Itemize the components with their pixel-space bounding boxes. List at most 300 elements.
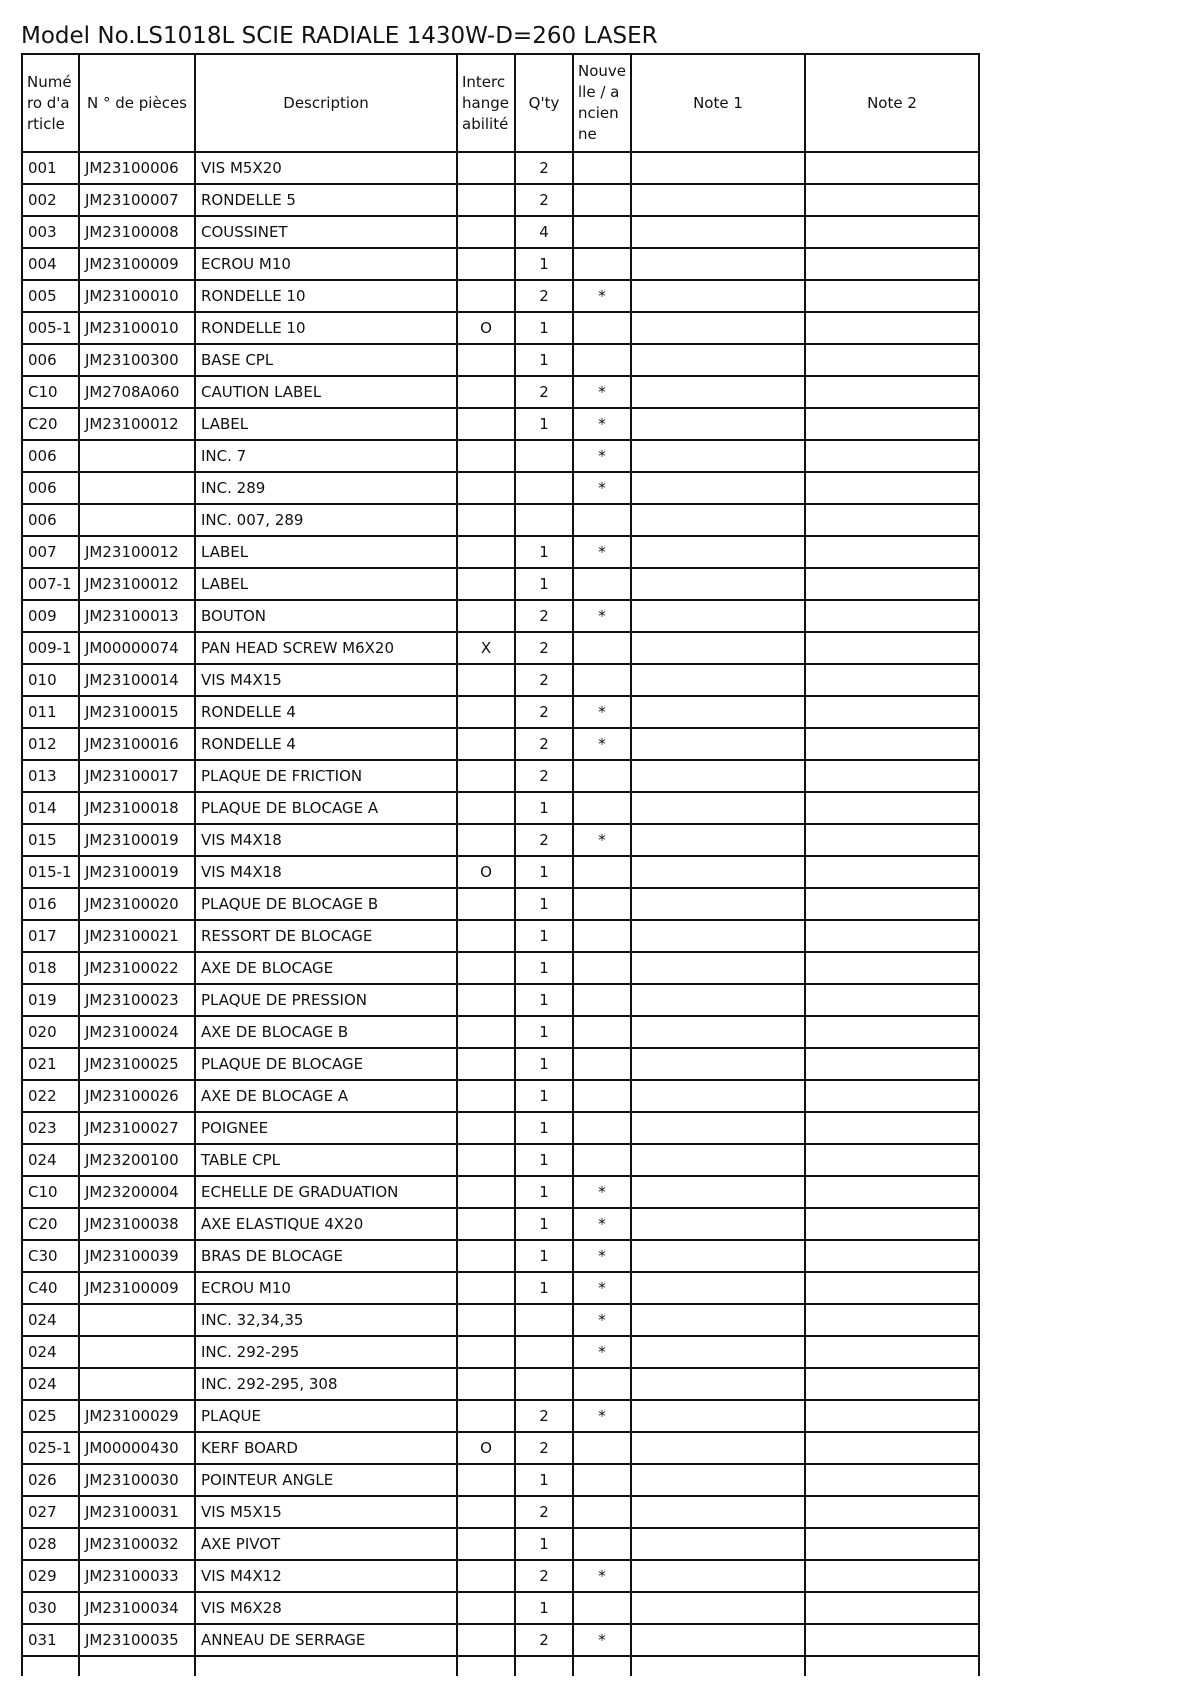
cell-description: CAUTION LABEL — [195, 376, 457, 408]
cell-interchange — [457, 984, 515, 1016]
cell-description: INC. 7 — [195, 440, 457, 472]
cell-note2 — [805, 1432, 979, 1464]
cell-note1 — [631, 1528, 805, 1560]
cell-description: LABEL — [195, 536, 457, 568]
cell-item-no: 006 — [22, 472, 79, 504]
cell-description: PLAQUE DE BLOCAGE A — [195, 792, 457, 824]
cell-note2 — [805, 696, 979, 728]
cell-interchange — [457, 1048, 515, 1080]
cell-qty: 1 — [515, 1016, 573, 1048]
cell-description: INC. 007, 289 — [195, 504, 457, 536]
cell-part-no: JM23100018 — [79, 792, 195, 824]
parts-table-body — [22, 152, 979, 1676]
cell-description: INC. 289 — [195, 472, 457, 504]
table-row — [22, 1400, 979, 1432]
cell-interchange — [457, 1208, 515, 1240]
cell-part-no — [79, 440, 195, 472]
cell-description: PLAQUE DE PRESSION — [195, 984, 457, 1016]
cell-part-no: JM23100033 — [79, 1560, 195, 1592]
cell-note2 — [805, 1080, 979, 1112]
cell-new-old: * — [573, 408, 631, 440]
cell-interchange — [457, 920, 515, 952]
cell-qty: 1 — [515, 1144, 573, 1176]
cell-note2 — [805, 888, 979, 920]
cell-new-old — [573, 504, 631, 536]
table-row — [22, 536, 979, 568]
cell-note2 — [805, 1112, 979, 1144]
table-row — [22, 1368, 979, 1400]
cell-new-old — [573, 568, 631, 600]
cell-interchange: X — [457, 632, 515, 664]
cell-interchange — [457, 1368, 515, 1400]
cell-item-no: 007 — [22, 536, 79, 568]
cell-part-no: JM23100038 — [79, 1208, 195, 1240]
table-row — [22, 696, 979, 728]
cell-item-no: C10 — [22, 1176, 79, 1208]
cell-note1 — [631, 1464, 805, 1496]
cell-note1 — [631, 504, 805, 536]
cell-description: RESSORT DE BLOCAGE — [195, 920, 457, 952]
cell-new-old — [573, 344, 631, 376]
parts-table — [21, 53, 980, 1676]
cell-new-old — [573, 216, 631, 248]
cell-new-old: * — [573, 1560, 631, 1592]
cell-part-no: JM23100012 — [79, 408, 195, 440]
cell-interchange — [457, 824, 515, 856]
cell-note1 — [631, 1016, 805, 1048]
cell-item-no: 025 — [22, 1400, 79, 1432]
cell-qty: 1 — [515, 536, 573, 568]
cell-item-no: 024 — [22, 1336, 79, 1368]
cell-description: ANNEAU DE SERRAGE — [195, 1624, 457, 1656]
cell-description: INC. 292-295 — [195, 1336, 457, 1368]
cell-part-no: JM23100027 — [79, 1112, 195, 1144]
cell-note2 — [805, 408, 979, 440]
cell-note1 — [631, 280, 805, 312]
cell-qty: 2 — [515, 632, 573, 664]
cell-part-no: JM23100039 — [79, 1240, 195, 1272]
cell-interchange — [457, 1336, 515, 1368]
cell-item-no: 024 — [22, 1144, 79, 1176]
cell-part-no: JM23100021 — [79, 920, 195, 952]
cell-qty: 2 — [515, 376, 573, 408]
empty-cell — [195, 1656, 457, 1676]
cell-qty: 2 — [515, 1432, 573, 1464]
cell-qty: 4 — [515, 216, 573, 248]
table-row — [22, 1176, 979, 1208]
cell-new-old — [573, 1496, 631, 1528]
cell-qty: 1 — [515, 1080, 573, 1112]
cell-part-no — [79, 1304, 195, 1336]
cell-item-no: 022 — [22, 1080, 79, 1112]
cell-description: RONDELLE 4 — [195, 696, 457, 728]
cell-new-old — [573, 184, 631, 216]
cell-interchange — [457, 248, 515, 280]
cell-part-no: JM23100006 — [79, 152, 195, 184]
table-row — [22, 216, 979, 248]
cell-interchange — [457, 952, 515, 984]
cell-interchange — [457, 1240, 515, 1272]
cell-interchange — [457, 344, 515, 376]
cell-qty: 1 — [515, 792, 573, 824]
cell-part-no: JM23100013 — [79, 600, 195, 632]
cell-note2 — [805, 1400, 979, 1432]
cell-qty — [515, 1304, 573, 1336]
cell-note1 — [631, 344, 805, 376]
table-row — [22, 952, 979, 984]
cell-item-no: 030 — [22, 1592, 79, 1624]
cell-part-no: JM23100007 — [79, 184, 195, 216]
cell-note2 — [805, 1624, 979, 1656]
cell-description: ECROU M10 — [195, 1272, 457, 1304]
table-row — [22, 1496, 979, 1528]
cell-interchange — [457, 1560, 515, 1592]
cell-item-no: 026 — [22, 1464, 79, 1496]
cell-note2 — [805, 536, 979, 568]
cell-note1 — [631, 1368, 805, 1400]
cell-note1 — [631, 1304, 805, 1336]
cell-part-no — [79, 472, 195, 504]
cell-interchange — [457, 1624, 515, 1656]
cell-note2 — [805, 856, 979, 888]
cell-new-old: * — [573, 1304, 631, 1336]
cell-qty: 2 — [515, 760, 573, 792]
cell-new-old: * — [573, 376, 631, 408]
cell-description: BOUTON — [195, 600, 457, 632]
cell-new-old: * — [573, 1272, 631, 1304]
cell-item-no: 004 — [22, 248, 79, 280]
table-row — [22, 600, 979, 632]
cell-qty: 2 — [515, 728, 573, 760]
cell-note2 — [805, 1272, 979, 1304]
cell-interchange — [457, 696, 515, 728]
cell-item-no: 015-1 — [22, 856, 79, 888]
cell-description: ECROU M10 — [195, 248, 457, 280]
cell-interchange: O — [457, 1432, 515, 1464]
cell-item-no: 013 — [22, 760, 79, 792]
empty-cell — [515, 1656, 573, 1676]
cell-description: PLAQUE DE BLOCAGE B — [195, 888, 457, 920]
cell-item-no: 009-1 — [22, 632, 79, 664]
header-part-no: N ° de pièces — [79, 54, 195, 152]
cell-qty: 1 — [515, 568, 573, 600]
cell-new-old: * — [573, 1176, 631, 1208]
cell-part-no: JM23100020 — [79, 888, 195, 920]
table-row — [22, 1464, 979, 1496]
cell-note2 — [805, 1048, 979, 1080]
cell-note2 — [805, 1528, 979, 1560]
cell-description: BASE CPL — [195, 344, 457, 376]
cell-item-no: 023 — [22, 1112, 79, 1144]
cell-note1 — [631, 824, 805, 856]
empty-cell — [79, 1656, 195, 1676]
cell-part-no: JM23100025 — [79, 1048, 195, 1080]
cell-new-old — [573, 1048, 631, 1080]
cell-item-no: 024 — [22, 1368, 79, 1400]
cell-part-no: JM23100012 — [79, 568, 195, 600]
cell-description: KERF BOARD — [195, 1432, 457, 1464]
cell-interchange — [457, 1400, 515, 1432]
cell-interchange — [457, 1304, 515, 1336]
cell-note2 — [805, 920, 979, 952]
table-row — [22, 1304, 979, 1336]
cell-note2 — [805, 952, 979, 984]
table-row — [22, 888, 979, 920]
cell-interchange — [457, 152, 515, 184]
table-row — [22, 344, 979, 376]
cell-item-no: 029 — [22, 1560, 79, 1592]
cell-note2 — [805, 1016, 979, 1048]
cell-note1 — [631, 856, 805, 888]
cell-interchange — [457, 664, 515, 696]
cell-item-no: 027 — [22, 1496, 79, 1528]
cell-note2 — [805, 632, 979, 664]
cell-interchange — [457, 408, 515, 440]
cell-interchange: O — [457, 312, 515, 344]
cell-part-no: JM23100300 — [79, 344, 195, 376]
cell-description: PAN HEAD SCREW M6X20 — [195, 632, 457, 664]
cell-new-old — [573, 248, 631, 280]
cell-note1 — [631, 408, 805, 440]
cell-description: VIS M4X15 — [195, 664, 457, 696]
cell-note2 — [805, 504, 979, 536]
cell-note2 — [805, 248, 979, 280]
cell-description: POIGNEE — [195, 1112, 457, 1144]
cell-note2 — [805, 1592, 979, 1624]
header-interchangeability: Interchangeabilité — [457, 54, 515, 152]
cell-description: VIS M6X28 — [195, 1592, 457, 1624]
cell-description: TABLE CPL — [195, 1144, 457, 1176]
cell-item-no: 015 — [22, 824, 79, 856]
header-new-old: Nouvelle / ancienne — [573, 54, 631, 152]
cell-note1 — [631, 152, 805, 184]
cell-note1 — [631, 184, 805, 216]
cell-part-no: JM23100035 — [79, 1624, 195, 1656]
cell-interchange — [457, 792, 515, 824]
cell-new-old — [573, 984, 631, 1016]
cell-part-no: JM00000074 — [79, 632, 195, 664]
table-row — [22, 152, 979, 184]
cell-new-old — [573, 856, 631, 888]
cell-new-old — [573, 312, 631, 344]
cell-description: VIS M5X15 — [195, 1496, 457, 1528]
cell-note1 — [631, 952, 805, 984]
cell-new-old: * — [573, 1336, 631, 1368]
table-row — [22, 1272, 979, 1304]
cell-item-no: 021 — [22, 1048, 79, 1080]
cell-new-old — [573, 1112, 631, 1144]
cell-note1 — [631, 664, 805, 696]
cell-description: COUSSINET — [195, 216, 457, 248]
cell-note1 — [631, 1400, 805, 1432]
cell-note2 — [805, 1464, 979, 1496]
cell-item-no: 007-1 — [22, 568, 79, 600]
cell-new-old — [573, 1592, 631, 1624]
cell-item-no: 016 — [22, 888, 79, 920]
cell-description: LABEL — [195, 408, 457, 440]
table-row — [22, 824, 979, 856]
cell-qty: 1 — [515, 1592, 573, 1624]
cell-qty: 1 — [515, 920, 573, 952]
table-row — [22, 1336, 979, 1368]
cell-note2 — [805, 280, 979, 312]
empty-cell — [573, 1656, 631, 1676]
table-row — [22, 792, 979, 824]
cell-note2 — [805, 1144, 979, 1176]
cell-interchange — [457, 1080, 515, 1112]
cell-qty: 2 — [515, 696, 573, 728]
cell-description: AXE DE BLOCAGE — [195, 952, 457, 984]
table-row — [22, 504, 979, 536]
cell-part-no: JM23100032 — [79, 1528, 195, 1560]
cell-note1 — [631, 888, 805, 920]
cell-qty: 1 — [515, 1464, 573, 1496]
cell-part-no: JM23200004 — [79, 1176, 195, 1208]
cell-note2 — [805, 312, 979, 344]
cell-qty: 2 — [515, 600, 573, 632]
cell-qty: 2 — [515, 184, 573, 216]
cell-item-no: C30 — [22, 1240, 79, 1272]
cell-new-old: * — [573, 1208, 631, 1240]
cell-part-no: JM2708A060 — [79, 376, 195, 408]
cell-item-no: C10 — [22, 376, 79, 408]
cell-note2 — [805, 184, 979, 216]
cell-note1 — [631, 216, 805, 248]
cell-note2 — [805, 1336, 979, 1368]
cell-note1 — [631, 472, 805, 504]
cell-qty: 1 — [515, 344, 573, 376]
cell-interchange — [457, 280, 515, 312]
cell-part-no: JM23100030 — [79, 1464, 195, 1496]
cell-note1 — [631, 1432, 805, 1464]
cell-part-no: JM23100008 — [79, 216, 195, 248]
cell-part-no: JM23100022 — [79, 952, 195, 984]
cell-part-no: JM23100010 — [79, 280, 195, 312]
cell-qty: 1 — [515, 248, 573, 280]
cell-note1 — [631, 1624, 805, 1656]
cell-interchange — [457, 1016, 515, 1048]
cell-new-old: * — [573, 1240, 631, 1272]
cell-description: VIS M5X20 — [195, 152, 457, 184]
cell-interchange — [457, 760, 515, 792]
cell-description: POINTEUR ANGLE — [195, 1464, 457, 1496]
cell-part-no — [79, 504, 195, 536]
cell-note1 — [631, 728, 805, 760]
cell-item-no: C40 — [22, 1272, 79, 1304]
cell-qty: 2 — [515, 824, 573, 856]
cell-item-no: 009 — [22, 600, 79, 632]
cell-new-old: * — [573, 440, 631, 472]
cell-note1 — [631, 1272, 805, 1304]
cell-item-no: 005 — [22, 280, 79, 312]
cell-note2 — [805, 440, 979, 472]
cell-part-no: JM23200100 — [79, 1144, 195, 1176]
cell-description: BRAS DE BLOCAGE — [195, 1240, 457, 1272]
cell-interchange — [457, 536, 515, 568]
header-note2: Note 2 — [805, 54, 979, 152]
table-row — [22, 632, 979, 664]
cell-description: AXE ELASTIQUE 4X20 — [195, 1208, 457, 1240]
cell-part-no: JM23100009 — [79, 1272, 195, 1304]
cell-new-old — [573, 792, 631, 824]
cell-part-no: JM23100023 — [79, 984, 195, 1016]
cell-interchange — [457, 440, 515, 472]
cell-qty: 1 — [515, 952, 573, 984]
cell-note2 — [805, 760, 979, 792]
cell-interchange — [457, 1496, 515, 1528]
cell-item-no: 018 — [22, 952, 79, 984]
cell-part-no: JM23100026 — [79, 1080, 195, 1112]
cell-note1 — [631, 440, 805, 472]
table-row — [22, 1208, 979, 1240]
cell-note1 — [631, 1240, 805, 1272]
cell-item-no: 028 — [22, 1528, 79, 1560]
table-row — [22, 728, 979, 760]
cell-note1 — [631, 1048, 805, 1080]
cell-note2 — [805, 824, 979, 856]
cell-item-no: 005-1 — [22, 312, 79, 344]
cell-qty — [515, 472, 573, 504]
cell-interchange: O — [457, 856, 515, 888]
cell-item-no: 001 — [22, 152, 79, 184]
cell-new-old: * — [573, 1400, 631, 1432]
cell-interchange — [457, 1592, 515, 1624]
cell-note2 — [805, 984, 979, 1016]
cell-interchange — [457, 888, 515, 920]
table-row — [22, 408, 979, 440]
cell-description: ECHELLE DE GRADUATION — [195, 1176, 457, 1208]
cell-note2 — [805, 1208, 979, 1240]
cell-item-no: 020 — [22, 1016, 79, 1048]
table-row — [22, 984, 979, 1016]
cell-description: RONDELLE 10 — [195, 280, 457, 312]
table-row — [22, 1240, 979, 1272]
cell-note1 — [631, 632, 805, 664]
cell-interchange — [457, 504, 515, 536]
cell-note2 — [805, 376, 979, 408]
cell-new-old: * — [573, 824, 631, 856]
table-row — [22, 248, 979, 280]
cell-description: PLAQUE DE BLOCAGE — [195, 1048, 457, 1080]
cell-interchange — [457, 1528, 515, 1560]
cell-qty: 1 — [515, 1272, 573, 1304]
cell-note1 — [631, 984, 805, 1016]
empty-cell — [631, 1656, 805, 1676]
table-row — [22, 1560, 979, 1592]
cell-qty: 1 — [515, 1176, 573, 1208]
cell-note2 — [805, 1304, 979, 1336]
cell-description: AXE DE BLOCAGE A — [195, 1080, 457, 1112]
cell-note2 — [805, 216, 979, 248]
cell-note1 — [631, 312, 805, 344]
header-description: Description — [195, 54, 457, 152]
cell-interchange — [457, 1272, 515, 1304]
cell-new-old — [573, 664, 631, 696]
cell-interchange — [457, 376, 515, 408]
header-item-no: Numéro d'article — [22, 54, 79, 152]
cell-interchange — [457, 1144, 515, 1176]
cell-description: VIS M4X18 — [195, 824, 457, 856]
table-row — [22, 1528, 979, 1560]
cell-qty: 1 — [515, 984, 573, 1016]
cell-note2 — [805, 1176, 979, 1208]
empty-cell — [22, 1656, 79, 1676]
cell-qty: 2 — [515, 280, 573, 312]
cell-item-no: 006 — [22, 344, 79, 376]
empty-cell — [457, 1656, 515, 1676]
cell-note2 — [805, 664, 979, 696]
table-row — [22, 1080, 979, 1112]
